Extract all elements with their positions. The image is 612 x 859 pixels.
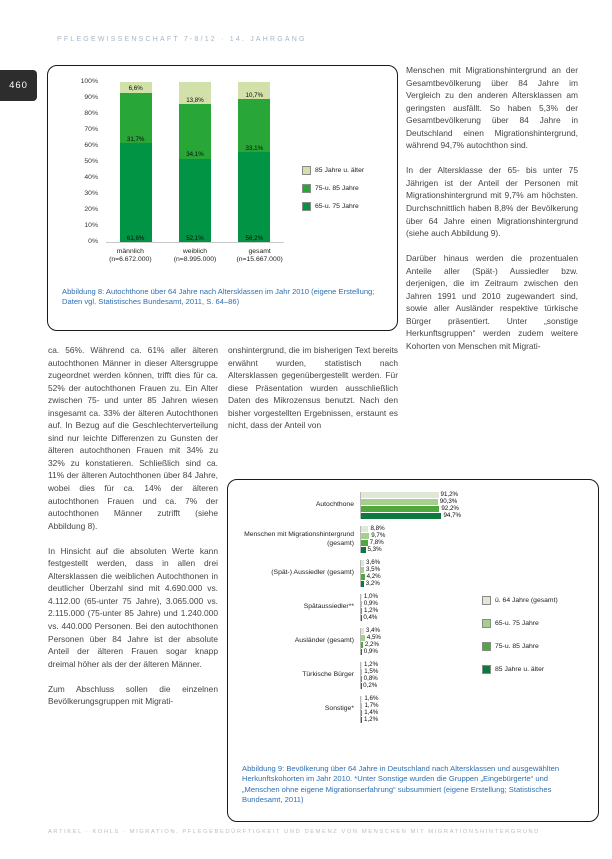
fig9-value-label: 3,5% (365, 566, 381, 573)
legend-label: 75-u. 85 Jahre (315, 185, 359, 192)
paragraph: Darüber hinaus werden die prozentualen Anteile aller (Spät-) Aussiedler bzw. derjenigen, die im Zeitraum zwischen den Jahren 1991 und 2010 zugewandert sind, sowie aller Ausländer respektive türkische Bürger präsentiert. Unter „sonstige Herkunftsgruppen“ werden zudem weitere Kohorten von Menschen mit Migrati- (406, 253, 578, 351)
segment-value-label: 61,6% (126, 234, 145, 242)
fig8-legend (302, 166, 364, 220)
segment-value-label: 6,6% (128, 85, 143, 93)
fig9-bar (361, 662, 362, 668)
fig8-tick-label: 30% (84, 190, 98, 197)
category-name: weiblich (182, 248, 208, 255)
legend-swatch (482, 665, 491, 674)
fig9-bar (361, 601, 362, 607)
fig9-bar-group (360, 628, 486, 655)
fig9-row (238, 696, 486, 723)
fig9-bar (361, 608, 362, 614)
fig9-rows (238, 492, 486, 730)
fig9-category-label: Ausländer (gesamt) (294, 637, 354, 645)
fig9-bar (361, 506, 439, 512)
figure-8 (47, 65, 398, 331)
segment-value-label: 34,1% (186, 151, 204, 159)
fig8-caption: Abbildung 8: Autochthone über 64 Jahre nach Altersklassen im Jahr 2010 (eigene Erstellung; Daten vgl. Statistisches Bundesamt, 2011, S. 64–86) (62, 287, 375, 307)
fig8-category-label (98, 248, 162, 265)
fig9-value-label: 92,2% (441, 505, 459, 512)
fig9-bar-line (361, 696, 486, 702)
fig9-bar-line (361, 662, 486, 668)
fig9-bar-group (360, 492, 486, 519)
fig9-bar (361, 540, 368, 546)
fig9-bar-line (361, 676, 486, 682)
fig9-value-label: 90,3% (439, 498, 458, 505)
fig9-bar (361, 526, 368, 532)
fig9-bar-group (360, 662, 486, 689)
column-middle (228, 344, 398, 444)
legend-label: 85 Jahre u. älter (315, 167, 365, 174)
fig9-bar (361, 567, 364, 573)
legend-swatch (482, 642, 491, 651)
fig8-category-label (228, 248, 292, 265)
fig9-bar (361, 696, 362, 702)
fig9-value-label: 1,5% (364, 668, 379, 675)
fig9-category-label: (Spät-) Aussiedler (gesamt) (271, 569, 354, 577)
fig9-bar (361, 594, 362, 600)
paragraph: In Hinsicht auf die absoluten Werte kann festgestellt werden, dass in allen drei Altersklassen die weiblichen Autochthonen in deutlicher Überzahl sind mit 4.690.000 vs. 4.112.00 (65-unter 75 Jahre), 3.065.000 vs. 2.115.000 (75-unter 85 Jahre) und 1.240.000 vs. 440.000 Personen. Bei den autochthonen Personen über 84 Jahre ist der absolute Anteil der älteren Frauen sogar knapp dreimal höher als der der älteren Männer. (48, 545, 218, 669)
fig8-tick-label: 40% (84, 174, 98, 181)
fig9-value-label: 1,4% (364, 709, 379, 716)
fig9-value-label: 91,2% (440, 491, 459, 498)
fig9-bar-group (360, 696, 486, 723)
fig9-value-label: 4,2% (366, 573, 381, 580)
fig9-category-label: Sonstige* (324, 705, 354, 713)
fig8-tick-label: 20% (84, 206, 98, 213)
fig9-row (238, 492, 486, 519)
fig9-row (238, 560, 486, 587)
fig9-category-label: Menschen mit Migrationshintergrund (gesamt) (244, 531, 354, 547)
fig9-bar (361, 560, 364, 566)
fig8-category-label (163, 248, 227, 265)
fig9-bar (361, 717, 362, 723)
fig9-value-label: 0,8% (363, 675, 378, 682)
category-n: (n=8.995.000) (173, 256, 217, 264)
fig9-legend (482, 596, 558, 688)
segment-value-label: 31,7% (126, 135, 145, 143)
column-left (48, 344, 218, 720)
fig8-x-labels (98, 248, 292, 265)
fig9-bar-line (361, 615, 486, 621)
fig9-bar-group (360, 594, 486, 621)
fig9-value-label: 5,3% (367, 546, 382, 553)
legend-item (482, 619, 558, 628)
legend-swatch (302, 202, 311, 211)
fig8-tick-label: 90% (84, 94, 98, 101)
fig9-bar-line (361, 499, 486, 505)
fig9-bar (361, 628, 364, 634)
segment-value-label: 10,7% (245, 91, 264, 99)
fig9-bar (361, 574, 365, 580)
fig9-row (238, 526, 486, 553)
fig9-value-label: 4,5% (366, 634, 381, 641)
category-name: männlich (116, 248, 144, 255)
fig9-value-label: 1,6% (364, 695, 379, 702)
fig9-bar (361, 492, 439, 498)
fig9-value-label: 7,8% (369, 539, 384, 546)
legend-swatch (302, 166, 311, 175)
fig8-plot (106, 82, 284, 243)
fig9-bar (361, 533, 369, 539)
fig9-value-label: 9,7% (371, 532, 386, 539)
segment-value-label: 33,1% (245, 144, 264, 152)
fig9-value-label: 1,2% (364, 607, 379, 614)
paragraph: ca. 56%. Während ca. 61% aller älteren autochthonen Männer in dieser Altersgruppe zugeordnet werden können, trifft dies für ca. 52% der autochthonen Frauen zu. Ein Alter zwischen 75- und unter 85 Jahren wiesen insgesamt ca. 33% der älteren Autochthonen auf. In Bezug auf die Geschlechterverteilung sind nur leichte Differenzen zu Gunsten der älteren autochthonen Frauen mit 34% zu 32% zu konstatieren. Schließlich sind ca. 11% der älteren Autochthonen über 84 Jahre, wobei dies für ca. 14% der älteren autochthonen Frauen und ca. 7% der autochthonen Männer zutrifft (siehe Abbildung 8). (48, 345, 218, 531)
legend-label: ü. 64 Jahre (gesamt) (495, 597, 558, 604)
fig9-bar-group (360, 526, 486, 553)
fig9-bar-line (361, 649, 486, 655)
fig9-bar-line (361, 683, 486, 689)
fig9-bar-line (361, 635, 486, 641)
legend-label: 75-u. 85 Jahre (495, 643, 539, 650)
legend-swatch (302, 184, 311, 193)
category-n: (n=15.667.000) (236, 256, 283, 264)
running-header: PFLEGEWISSENSCHAFT 7-8/12 · 14. JAHRGANG (57, 36, 307, 43)
fig9-value-label: 2,2% (364, 641, 379, 648)
paragraph: Zum Abschluss sollen die einzelnen Bevölkerungsgruppen mit Migrati- (48, 683, 218, 707)
bar-segment (179, 159, 211, 242)
fig9-bar (361, 499, 438, 505)
figure-9 (227, 479, 599, 822)
fig9-value-label: 0,2% (363, 682, 378, 689)
legend-swatch (482, 596, 491, 605)
fig9-value-label: 3,6% (366, 559, 381, 566)
column-right (406, 64, 578, 365)
fig9-bar (361, 710, 362, 716)
fig9-bar (361, 649, 362, 655)
segment-value-label: 56,2% (245, 234, 264, 242)
fig9-bar-line (361, 601, 486, 607)
fig9-bar (361, 642, 363, 648)
fig8-tick-label: 60% (84, 142, 98, 149)
fig8-tick-label: 80% (84, 110, 98, 117)
fig8-tick-label: 0% (88, 238, 98, 245)
fig9-value-label: 0,9% (363, 600, 378, 607)
fig9-bar-line (361, 710, 486, 716)
fig9-category-label: Türkische Bürger (302, 671, 354, 679)
legend-label: 85 Jahre u. älter (495, 666, 545, 673)
paragraph: In der Altersklasse der 65- bis unter 75 Jährigen ist der Anteil der Personen mit Migrationshintergrund mit 9,7% am höchsten. Durchschnittlich haben 8,8% der Bevölkerung über 64 Jahre einen Migrationshintergrund (siehe auch Abbildung 9). (406, 165, 578, 239)
fig9-value-label: 1,0% (363, 593, 378, 600)
fig9-bar-line (361, 703, 486, 709)
bar-segment (120, 143, 152, 242)
fig8-bar-weiblich (179, 82, 211, 242)
fig9-bar-line (361, 717, 486, 723)
fig9-bar (361, 513, 441, 519)
segment-value-label: 52,1% (186, 234, 204, 242)
legend-label: 65-u. 75 Jahre (495, 620, 539, 627)
fig9-value-label: 1,2% (364, 716, 379, 723)
fig8-bar-männlich (120, 82, 152, 242)
page-number: 460 (9, 80, 28, 91)
fig8-tick-label: 100% (80, 78, 98, 85)
fig9-value-label: 94,7% (443, 512, 462, 519)
fig9-value-label: 0,9% (363, 648, 378, 655)
legend-item (302, 166, 364, 175)
fig8-tick-label: 10% (84, 222, 98, 229)
fig9-row (238, 662, 486, 689)
fig9-bar-group (360, 560, 486, 587)
fig9-value-label: 1,7% (364, 702, 379, 709)
category-name: gesamt (248, 248, 271, 255)
fig9-value-label: 3,2% (365, 580, 380, 587)
segment-value-label: 13,8% (186, 96, 204, 104)
category-n: (n=6.672.000) (109, 256, 152, 264)
fig9-bar-line (361, 581, 486, 587)
bar-segment (238, 152, 270, 242)
fig9-bar-line (361, 513, 486, 519)
paragraph: onshintergrund, die im bisherigen Text bereits erwähnt wurden, statistisch nach Altersklassen gegenübergestellt werden. Für diese Präsentation wurden ausschließlich Daten des Mikrozensus benutzt. Nach den bisher vorgestellten Ergebnissen, erstaunt es nicht, dass der Anteil von (228, 345, 398, 431)
fig9-bar-line (361, 506, 486, 512)
paragraph: Menschen mit Migrationshintergrund an der Gesamtbevölkerung über 84 Jahre im Vergleich zu den anderen Altersklassen am geringsten ausfällt. So haben 5,3% der Gesamtbevölkerung über 84 Jahre in Deutschland einen Migrationshintergrund, während 94,7% autochthon sind. (406, 65, 578, 151)
fig9-bar-line (361, 608, 486, 614)
footer-line: ARTIKEL · KOHLS · MIGRATION, PFLEGEBEDÜRFTIGKEIT UND DEMENZ VON MENSCHEN MIT MIGRATIONSHINTERGRUND (48, 829, 540, 835)
fig9-bar (361, 581, 364, 587)
legend-item (482, 642, 558, 651)
fig9-bar-line (361, 492, 486, 498)
fig9-bar (361, 547, 366, 553)
legend-item (302, 202, 364, 211)
legend-item (482, 665, 558, 674)
legend-swatch (482, 619, 491, 628)
fig9-value-label: 1,2% (364, 661, 379, 668)
fig9-bar-line (361, 547, 486, 553)
fig9-bar (361, 703, 362, 709)
fig8-tick-label: 70% (84, 126, 98, 133)
fig9-row (238, 594, 486, 621)
fig9-bar-line (361, 642, 486, 648)
fig9-value-label: 0,4% (363, 614, 378, 621)
fig9-caption: Abbildung 9: Bevölkerung über 64 Jahre in Deutschland nach Altersklassen und ausgewählten Herkunftskohorten im Jahr 2010. *Unter Sonstige wurden die Gruppen „Eingebürgerte“ und „Menschen ohne eigene Migrationserfahrung“ subsummiert (eigene Erstellung; Statistisches Bundesamt, 2011) (242, 764, 560, 805)
fig9-bar (361, 676, 362, 682)
fig9-value-label: 3,4% (365, 627, 380, 634)
legend-item (482, 596, 558, 605)
legend-label: 65-u. 75 Jahre (315, 203, 359, 210)
fig9-category-label: Autochthone (315, 501, 354, 509)
fig8-tick-label: 50% (84, 158, 98, 165)
fig9-row (238, 628, 486, 655)
legend-item (302, 184, 364, 193)
fig9-bar-line (361, 594, 486, 600)
page-number-tab (0, 70, 37, 101)
fig9-category-label: Spätaussiedler** (303, 603, 354, 611)
fig9-bar (361, 669, 362, 675)
fig9-bar-line (361, 669, 486, 675)
fig8-bar-gesamt (238, 82, 270, 242)
fig9-value-label: 8,8% (370, 525, 385, 532)
